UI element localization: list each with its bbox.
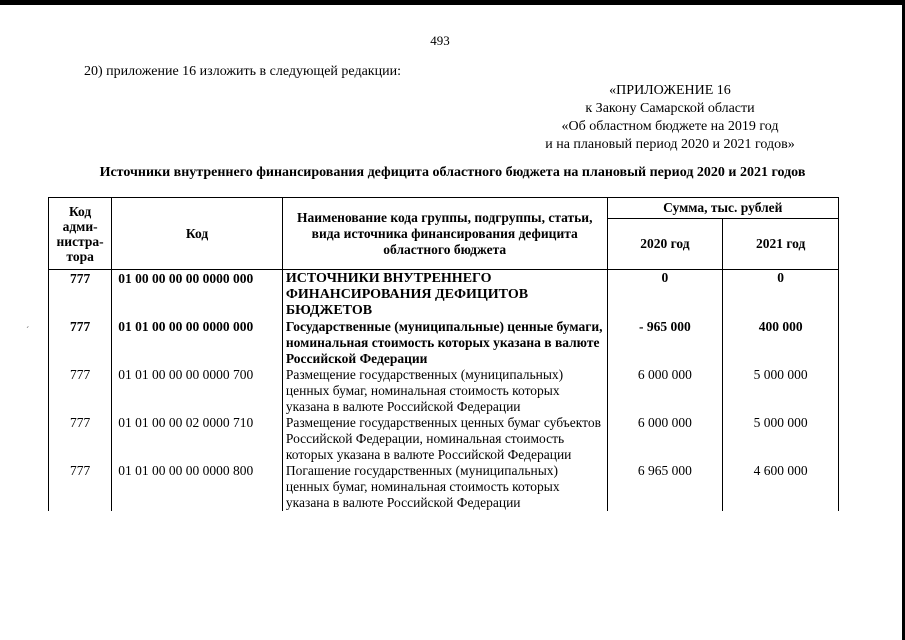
row-value-2020: 6 000 000 bbox=[607, 415, 723, 463]
row-value-2020: - 965 000 bbox=[607, 319, 723, 367]
row-code: 01 01 00 00 00 0000 700 bbox=[112, 367, 283, 415]
row-name: Государственные (муниципальные) ценные бумаги, номинальная стоимость которых указана в валюте Российской Федерации bbox=[282, 319, 607, 367]
page-number: 493 bbox=[430, 33, 450, 48]
scan-mark: ´ bbox=[26, 326, 30, 337]
row-admin-code: 777 bbox=[49, 367, 112, 415]
row-code: 01 01 00 00 02 0000 710 bbox=[112, 415, 283, 463]
table-row bbox=[49, 463, 839, 511]
row-value-2021: 5 000 000 bbox=[723, 367, 839, 415]
row-value-2021: 5 000 000 bbox=[723, 415, 839, 463]
row-code: 01 01 00 00 00 0000 800 bbox=[112, 463, 283, 511]
row-code: 01 00 00 00 00 0000 000 bbox=[112, 270, 283, 320]
row-name: ИСТОЧНИКИ ВНУТРЕННЕГО ФИНАНСИРОВАНИЯ ДЕФИЦИТОВ БЮДЖЕТОВ bbox=[282, 270, 607, 320]
header-admin-code: Код адми-нистра-тора bbox=[49, 198, 112, 270]
row-value-2020: 6 000 000 bbox=[607, 367, 723, 415]
row-value-2021: 0 bbox=[723, 270, 839, 320]
intro-text: 20) приложение 16 изложить в следующей редакции: bbox=[84, 64, 401, 79]
row-admin-code: 777 bbox=[49, 463, 112, 511]
row-admin-code: 777 bbox=[49, 270, 112, 320]
table-row bbox=[49, 415, 839, 463]
row-name: Размещение государственных ценных бумаг субъектов Российской Федерации, номинальная стоимость которых указана в валюте Российской Федерации bbox=[282, 415, 607, 463]
table-row bbox=[49, 367, 839, 415]
appendix-line-3: «Об областном бюджете на 2019 год bbox=[561, 119, 779, 134]
table-row bbox=[49, 270, 839, 320]
header-sum: Сумма, тыс. рублей bbox=[607, 198, 838, 219]
row-name: Погашение государственных (муниципальных) ценных бумаг, номинальная стоимость которых указана в валюте Российской Федерации bbox=[282, 463, 607, 511]
appendix-header bbox=[505, 82, 835, 154]
header-code: Код bbox=[112, 198, 283, 270]
row-admin-code: 777 bbox=[49, 415, 112, 463]
header-name: Наименование кода группы, подгруппы, статьи, вида источника финансирования дефицита областного бюджета bbox=[282, 198, 607, 270]
row-code: 01 01 00 00 00 0000 000 bbox=[112, 319, 283, 367]
document-title: Источники внутреннего финансирования дефицита областного бюджета на плановый период 2020 и 2021 годов bbox=[99, 165, 806, 180]
row-name: Размещение государственных (муниципальных) ценных бумаг, номинальная стоимость которых указана в валюте Российской Федерации bbox=[282, 367, 607, 415]
appendix-line-4: и на плановый период 2020 и 2021 годов» bbox=[545, 137, 795, 152]
top-border-rule bbox=[0, 0, 905, 5]
row-value-2021: 400 000 bbox=[723, 319, 839, 367]
header-year-2021: 2021 год bbox=[723, 219, 839, 270]
row-value-2020: 6 965 000 bbox=[607, 463, 723, 511]
table-header-row bbox=[49, 198, 839, 219]
header-year-2020: 2020 год bbox=[607, 219, 723, 270]
appendix-line-2: к Закону Самарской области bbox=[585, 101, 755, 116]
row-value-2021: 4 600 000 bbox=[723, 463, 839, 511]
sources-table bbox=[48, 197, 839, 511]
table-row bbox=[49, 319, 839, 367]
appendix-line-1: «ПРИЛОЖЕНИЕ 16 bbox=[609, 83, 731, 98]
row-value-2020: 0 bbox=[607, 270, 723, 320]
row-admin-code: 777 bbox=[49, 319, 112, 367]
